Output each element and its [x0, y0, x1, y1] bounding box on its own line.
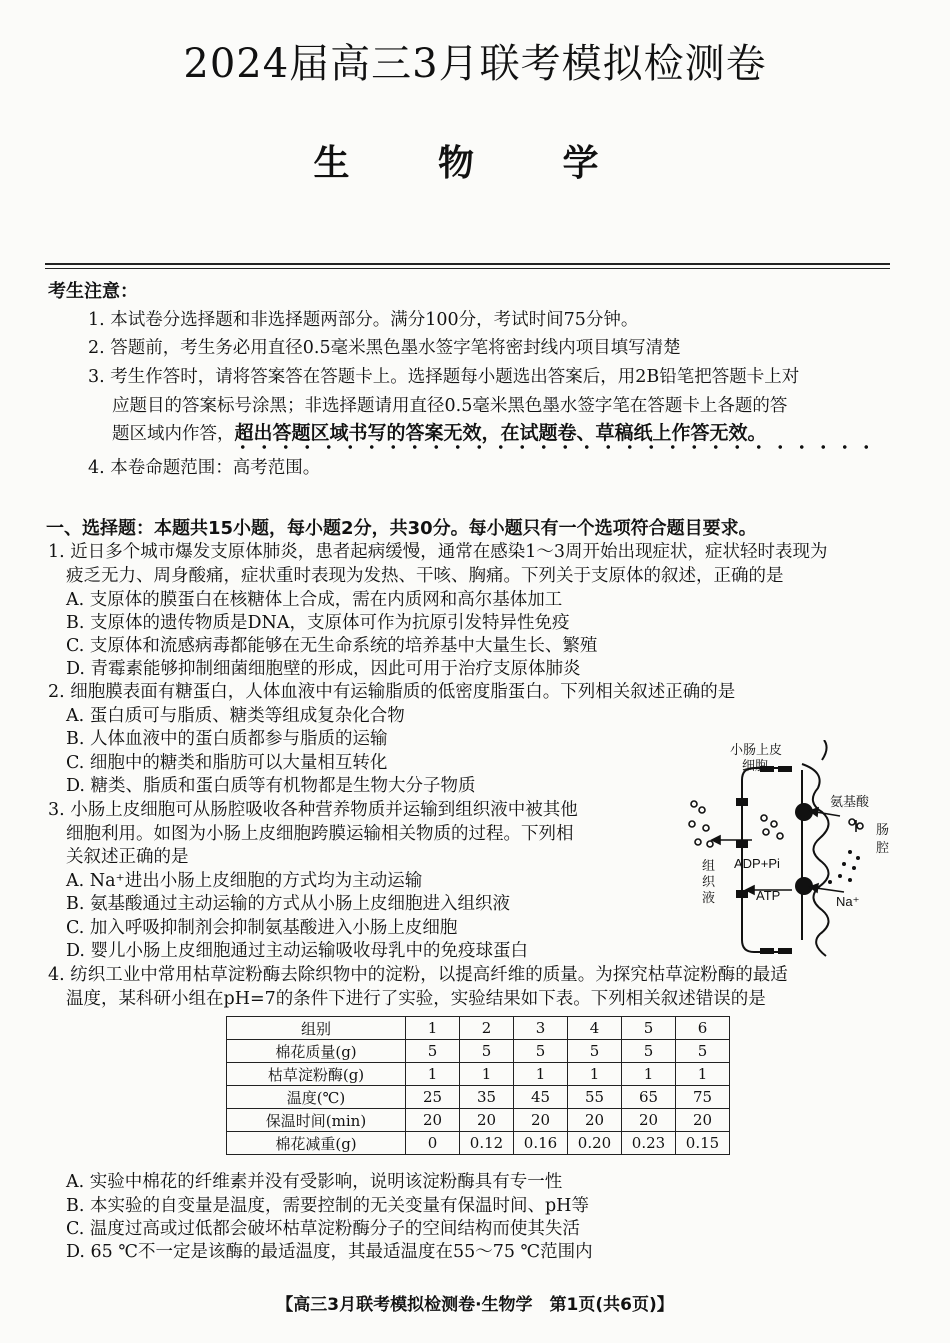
table-cell: 1	[568, 1063, 622, 1086]
table-row-label: 温度(℃)	[227, 1086, 406, 1109]
table-row	[227, 1017, 730, 1040]
table-row-label: 枯草淀粉酶(g)	[227, 1063, 406, 1086]
q3-stem-line-3: 关叙述正确的是	[66, 847, 189, 867]
table-cell: 55	[568, 1086, 622, 1109]
table-cell: 3	[514, 1017, 568, 1040]
notice-heading: 考生注意：	[48, 281, 138, 302]
table-cell: 0.23	[622, 1132, 676, 1155]
q3-option-a: A. Na⁺进出小肠上皮细胞的方式均为主动运输	[66, 871, 423, 891]
q2-option-d: D. 糖类、脂质和蛋白质等有机物都是生物大分子物质	[66, 776, 476, 796]
table-cell: 1	[676, 1063, 730, 1086]
diagram-label-lumen-1: 肠	[876, 822, 890, 837]
table-cell: 20	[460, 1109, 514, 1132]
q1-option-c: C. 支原体和流感病毒都能够在无生命系统的培养基中大量生长、繁殖	[66, 636, 598, 656]
q2-option-c: C. 细胞中的糖类和脂肪可以大量相互转化	[66, 753, 388, 773]
table-cell: 45	[514, 1086, 568, 1109]
q1-option-a: A. 支原体的膜蛋白在核糖体上合成，需在内质网和高尔基体加工	[66, 590, 563, 610]
table-cell: 20	[568, 1109, 622, 1132]
table-row	[227, 1086, 730, 1109]
subject-title: 生 物 学	[313, 143, 637, 184]
table-cell: 5	[460, 1040, 514, 1063]
table-row	[227, 1109, 730, 1132]
table-cell: 0.15	[676, 1132, 730, 1155]
diagram-label-tissue-3: 液	[702, 890, 716, 905]
q1-option-b: B. 支原体的遗传物质是DNA，支原体可作为抗原引发特异性免疫	[66, 613, 570, 633]
diagram-label-amino-acid: 氨基酸	[830, 794, 870, 809]
diagram-label-cell-2: 细胞	[742, 758, 769, 773]
diagram-label-cell-1: 小肠上皮	[730, 742, 783, 757]
q1-stem-line-1: 1. 近日多个城市爆发支原体肺炎，患者起病缓慢，通常在感染1～3周开始出现症状，症状轻时表现为	[48, 542, 828, 562]
emphasis-dots	[232, 444, 872, 450]
table-cell: 1	[406, 1063, 460, 1086]
table-cell: 1	[622, 1063, 676, 1086]
diagram-label-adp: ADP+Pi	[734, 856, 780, 871]
table-cell: 5	[622, 1017, 676, 1040]
q4-option-a: A. 实验中棉花的纤维素并没有受影响，说明该淀粉酶具有专一性	[66, 1172, 563, 1192]
q3-stem-line-2: 细胞利用。如图为小肠上皮细胞跨膜运输相关物质的过程。下列相	[66, 824, 574, 844]
table-row	[227, 1132, 730, 1155]
diagram-label-lumen-2: 腔	[876, 840, 890, 855]
table-cell: 5	[406, 1040, 460, 1063]
table-cell: 20	[622, 1109, 676, 1132]
exam-title: 2024届高三3月联考模拟检测卷	[183, 41, 767, 87]
q2-option-b: B. 人体血液中的蛋白质都参与脂质的运输	[66, 729, 388, 749]
header-rule	[45, 263, 890, 265]
q4-option-b: B. 本实验的自变量是温度，需要控制的无关变量有保温时间、pH等	[66, 1196, 589, 1216]
table-cell: 6	[676, 1017, 730, 1040]
table-row-label: 棉花质量(g)	[227, 1040, 406, 1063]
table-row-label: 棉花减重(g)	[227, 1132, 406, 1155]
diagram-label-sodium: Na⁺	[836, 894, 860, 909]
table-cell: 5	[622, 1040, 676, 1063]
table-row	[227, 1040, 730, 1063]
q3-option-c: C. 加入呼吸抑制剂会抑制氨基酸进入小肠上皮细胞	[66, 918, 458, 938]
page-footer: 【高三3月联考模拟检测卷·生物学 第1页(共6页)】	[276, 1295, 674, 1315]
table-cell: 0.20	[568, 1132, 622, 1155]
table-cell: 1	[406, 1017, 460, 1040]
table-cell: 2	[460, 1017, 514, 1040]
table-cell: 4	[568, 1017, 622, 1040]
table-cell: 20	[676, 1109, 730, 1132]
table-cell: 35	[460, 1086, 514, 1109]
notice-item-3-text: 题区域内作答，	[112, 424, 235, 444]
q1-stem-line-2: 疲乏无力、周身酸痛，症状重时表现为发热、干咳、胸痛。下列关于支原体的叙述，正确的是	[66, 566, 784, 586]
q4-stem-line-2: 温度，某科研小组在pH=7的条件下进行了实验，实验结果如下表。下列相关叙述错误的是	[66, 989, 766, 1009]
section-heading: 一、选择题：本题共15小题，每小题2分，共30分。每小题只有一个选项符合题目要求。	[46, 518, 757, 539]
q3-stem-line-1: 3. 小肠上皮细胞可从肠腔吸收各种营养物质并运输到组织液中被其他	[48, 800, 578, 820]
notice-item-3-line-2: 应题目的答案标号涂黑；非选择题请用直径0.5毫米黑色墨水签字笔在答题卡上各题的答	[112, 396, 788, 416]
table-cell: 5	[514, 1040, 568, 1063]
notice-emphasis: 超出答题区域书写的答案无效，在试题卷、草稿纸上作答无效。	[234, 422, 767, 444]
notice-item-4: 4. 本卷命题范围：高考范围。	[88, 458, 321, 478]
q3-option-d: D. 婴儿小肠上皮细胞通过主动运输吸收母乳中的免疫球蛋白	[66, 941, 529, 961]
q1-option-d: D. 青霉素能够抑制细菌细胞壁的形成，因此可用于治疗支原体肺炎	[66, 659, 581, 679]
diagram-label-tissue-1: 组	[702, 858, 716, 873]
q4-option-d: D. 65 ℃不一定是该酶的最适温度，其最适温度在55～75 ℃范围内	[66, 1242, 593, 1262]
table-cell: 0	[406, 1132, 460, 1155]
q4-stem-line-1: 4. 纺织工业中常用枯草淀粉酶去除织物中的淀粉，以提高纤维的质量。为探究枯草淀粉酶的最适	[48, 965, 788, 985]
q2-option-a: A. 蛋白质可与脂质、糖类等组成复杂化合物	[66, 706, 405, 726]
diagram-label-atp: ATP	[756, 888, 781, 903]
notice-item-1: 1. 本试卷分选择题和非选择题两部分。满分100分，考试时间75分钟。	[88, 310, 639, 330]
table-cell: 75	[676, 1086, 730, 1109]
table-cell: 20	[406, 1109, 460, 1132]
sodium-pump	[795, 877, 813, 895]
table-cell: 65	[622, 1086, 676, 1109]
table-cell: 20	[514, 1109, 568, 1132]
table-cell: 25	[406, 1086, 460, 1109]
table-row-label: 组别	[227, 1017, 406, 1040]
table-row	[227, 1063, 730, 1086]
q3-option-b: B. 氨基酸通过主动运输的方式从小肠上皮细胞进入组织液	[66, 894, 510, 914]
transport-diagram	[680, 740, 895, 960]
q4-option-c: C. 温度过高或过低都会破坏枯草淀粉酶分子的空间结构而使其失活	[66, 1219, 580, 1239]
table-cell: 5	[676, 1040, 730, 1063]
table-cell: 1	[460, 1063, 514, 1086]
q2-stem: 2. 细胞膜表面有糖蛋白，人体血液中有运输脂质的低密度脂蛋白。下列相关叙述正确的是	[48, 682, 736, 702]
notice-item-2: 2. 答题前，考生务必用直径0.5毫米黑色墨水签字笔将密封线内项目填写清楚	[88, 338, 681, 358]
table-cell: 5	[568, 1040, 622, 1063]
table-cell: 1	[514, 1063, 568, 1086]
microvilli	[802, 764, 829, 956]
table-cell: 0.12	[460, 1132, 514, 1155]
notice-item-3-line-1: 3. 考生作答时，请将答案答在答题卡上。选择题每小题选出答案后，用2B铅笔把答题卡上对	[88, 367, 800, 387]
diagram-label-tissue-2: 织	[702, 874, 716, 889]
header-rule-thin	[45, 268, 890, 269]
table-row-label: 保温时间(min)	[227, 1109, 406, 1132]
microvilli-top	[822, 740, 827, 760]
table-cell: 0.16	[514, 1132, 568, 1155]
experiment-table	[226, 1016, 730, 1155]
